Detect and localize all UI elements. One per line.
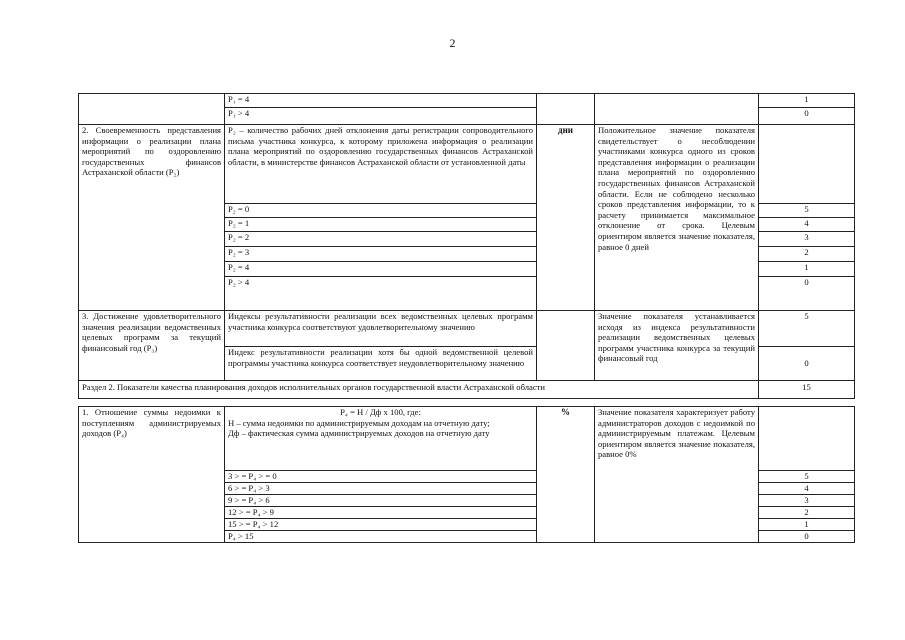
score-value: 2 — [759, 507, 855, 519]
sub-condition: P₁ = 4 — [225, 94, 537, 108]
score-value: 2 — [759, 247, 855, 262]
definition-line: Н – сумма недоимки по администрируемым доходам на отчетную дату; — [228, 417, 490, 428]
score-value: 5 — [759, 204, 855, 218]
score-value: 5 — [759, 311, 855, 347]
sub-condition: P₂ > 4 — [225, 277, 537, 311]
sub-condition: P₂ = 1 — [225, 218, 537, 232]
unit-percent: % — [537, 407, 595, 543]
sub-condition: Индексы результативности реализации всех ведомственных целевых программ участника конкурса соответствуют удовлетворительному значению — [225, 311, 537, 347]
score-value: 1 — [759, 262, 855, 277]
row-spacer — [79, 399, 855, 407]
description-p2: Положительное значение показателя свидетельствует о несоблюдении участниками конкурса одного из сроков представления информации о реализации плана мероприятий по оздоровлению государственных финансов Астраханской области. Если не соблюдено несколько сроков представления информации, то к расчету принимается максимальное отклонение от срока. Целевым ориентиром является значение показателя, равное 0 дней — [595, 125, 759, 311]
sub-condition: 15 > = P₄ > 12 — [225, 519, 537, 531]
criterion-p4: 1. Отношение суммы недоимки к поступлениям администрируемых доходов (P₄) — [79, 407, 225, 543]
score-value: 3 — [759, 232, 855, 247]
criterion-p3: 3. Достижение удовлетворительного значения реализации ведомственных целевых программ за текущий финансовый год (P₃) — [79, 311, 225, 381]
section-title: Раздел 2. Показатели качества планирования доходов исполнительных органов государственной власти Астраханской области — [79, 381, 759, 399]
score-value: 4 — [759, 218, 855, 232]
score-value: 0 — [759, 347, 855, 381]
definition-line: Дф – фактическая сумма администрируемых доходов на отчетную дату — [228, 428, 490, 439]
unit-days: дни — [537, 125, 595, 311]
definition-p2: P₂ – количество рабочих дней отклонения даты регистрации сопроводительного письма участника конкурса, к которому приложена информация о реализации плана мероприятий по оздоровлению государственных финансов Астраханской области, в министерстве финансов Астраханской области от установленной даты — [225, 125, 537, 204]
description-p4: Значение показателя характеризует работу администраторов доходов с недоимкой по администрируемым платежам. Целевым ориентиром является значение показателя, равное 0% — [595, 407, 759, 543]
criterion-p2: 2. Своевременность представления информации о реализации плана мероприятий по оздоровлению государственных финансов Астраханской области (P₂) — [79, 125, 225, 311]
sub-condition: P₁ > 4 — [225, 108, 537, 125]
definition-p4 — [225, 407, 537, 471]
sub-condition: 12 > = P₄ > 9 — [225, 507, 537, 519]
sub-condition: P₂ = 3 — [225, 247, 537, 262]
sub-condition: Индекс результативности реализации хотя бы одной ведомственной целевой программы участника конкурса соответствует неудовлетворительному значению — [225, 347, 537, 381]
criterion-cell-empty — [79, 94, 225, 125]
page-number: 2 — [449, 36, 456, 50]
sub-condition: P₂ = 4 — [225, 262, 537, 277]
formula-p4: P₄ = Н / Дф х 100, где: — [340, 407, 421, 417]
score-value: 1 — [759, 519, 855, 531]
section-score: 15 — [759, 381, 855, 399]
sub-condition: 9 > = P₄ > 6 — [225, 495, 537, 507]
description-cell-empty — [595, 94, 759, 125]
score-value: 1 — [759, 94, 855, 108]
score-value: 0 — [759, 277, 855, 311]
score-value: 3 — [759, 495, 855, 507]
description-p3: Значение показателя устанавливается исходя из индекса результативности реализации ведомственных целевых программ участника конкурса за текущий финансовый год — [595, 311, 759, 381]
score-value: 0 — [759, 108, 855, 125]
score-value: 5 — [759, 471, 855, 483]
unit-cell-empty — [537, 311, 595, 381]
sub-condition: 3 > = P₄ > = 0 — [225, 471, 537, 483]
sub-condition: P₄ > 15 — [225, 531, 537, 543]
indicators-table — [78, 93, 855, 543]
score-empty — [759, 407, 855, 471]
sub-condition: 6 > = P₄ > 3 — [225, 483, 537, 495]
score-value: 4 — [759, 483, 855, 495]
sub-condition: P₂ = 0 — [225, 204, 537, 218]
unit-cell-empty — [537, 94, 595, 125]
score-empty — [759, 125, 855, 204]
score-value: 0 — [759, 531, 855, 543]
sub-condition: P₂ = 2 — [225, 232, 537, 247]
